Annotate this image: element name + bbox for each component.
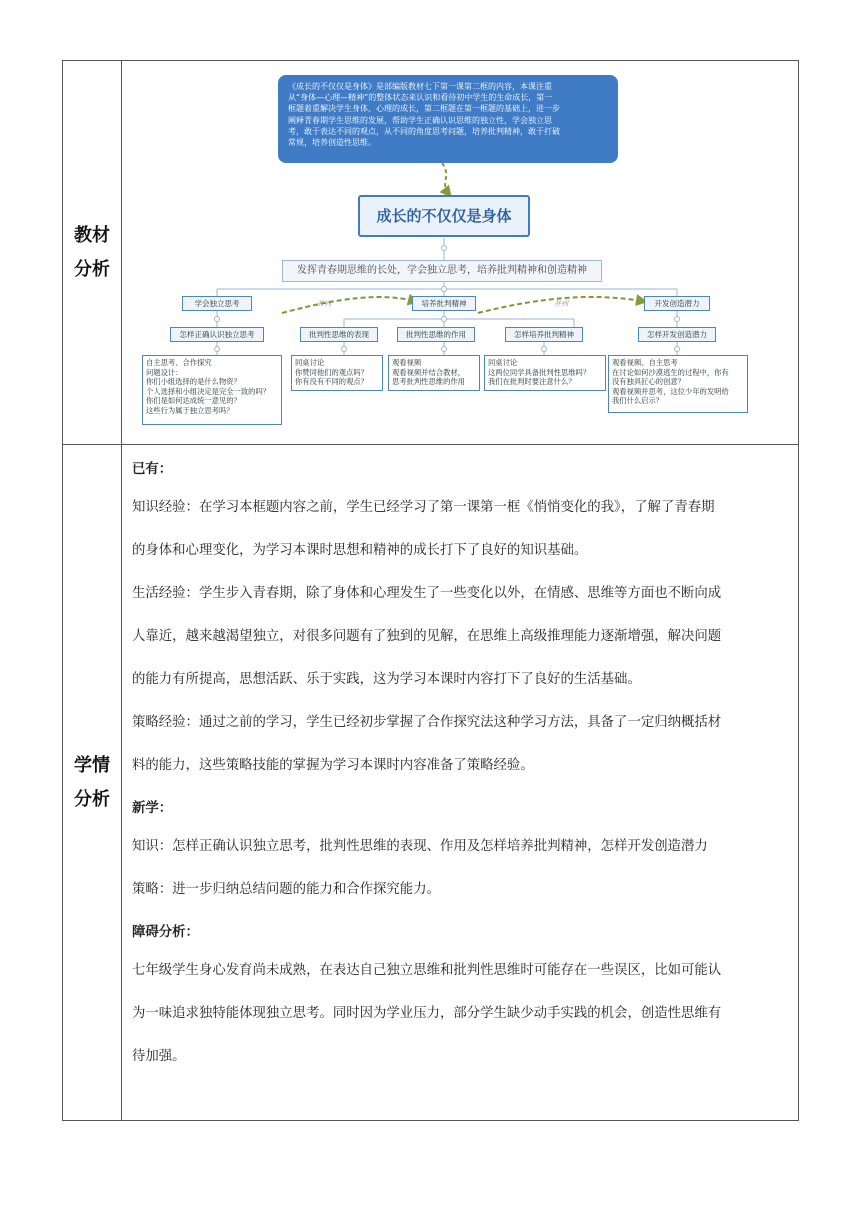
leaf-line: 没有独具匠心的创意？ bbox=[612, 377, 685, 387]
text-line: 策略：进一步归纳总结问题的能力和合作探究能力。 bbox=[132, 882, 440, 897]
leaf-line: 你们小组选择的是什么物资？ bbox=[146, 377, 241, 387]
mind-map bbox=[122, 61, 798, 444]
intro-box bbox=[278, 75, 618, 163]
text-line: 人靠近，越来越渴望独立，对很多问题有了独到的见解，在思维上高级推理能力逐渐增强，解决问题 bbox=[132, 629, 722, 644]
student-analysis-cell bbox=[122, 445, 799, 1121]
heading-obstacle: 障碍分析： bbox=[132, 925, 199, 940]
lesson-analysis-table bbox=[62, 60, 799, 1121]
level2-node: 怎样正确认识独立思考 bbox=[170, 327, 264, 342]
textbook-analysis-cell bbox=[122, 61, 799, 445]
leaf-line: 我们什么启示？ bbox=[612, 396, 664, 406]
intro-line: 考，敢于表达不同的观点，从不同的角度思考问题，培养批判精神，敢于打破 bbox=[288, 126, 560, 136]
intro-line: 常规，培养创造性思维。 bbox=[288, 138, 376, 148]
leaf-line: 你赞同他们的观点吗？ bbox=[295, 367, 368, 377]
row-label-textbook bbox=[63, 61, 122, 445]
row-label-line: 分析 bbox=[74, 788, 110, 810]
level2-node: 怎样开发创造潜力 bbox=[638, 327, 716, 342]
text-line: 的身体和心理变化，为学习本课时思想和精神的成长打下了良好的知识基础。 bbox=[132, 543, 588, 558]
text-line: 生活经验：学生步入青春期，除了身体和心理发生了一些变化以外，在情感、思维等方面也不断向成 bbox=[132, 586, 722, 601]
intro-line: 阐释青春期学生思维的发展，帮助学生正确认识思维的独立性，学会独立思 bbox=[288, 115, 552, 125]
relation-label: 并列 bbox=[317, 300, 331, 308]
text-line: 策略经验：通过之前的学习，学生已经初步掌握了合作探究法这种学习方法，具备了一定归纳概括材 bbox=[132, 715, 722, 730]
leaf-line: 你有没有不同的观点？ bbox=[295, 377, 368, 387]
leaf-line: 这两位同学具备批判性思维吗？ bbox=[488, 367, 591, 377]
level1-node: 培养批判精神 bbox=[412, 296, 476, 311]
text-line: 为一味追求独特能体现独立思考。同时因为学业压力，部分学生缺少动手实践的机会，创造性思维有 bbox=[132, 1006, 722, 1021]
intro-arrow bbox=[442, 163, 448, 193]
leaf-line: 这些行为属于独立思考吗？ bbox=[146, 405, 234, 415]
leaf-line: 观看视频、自主思考 bbox=[612, 358, 678, 367]
relation-label: 并列 bbox=[554, 300, 568, 308]
level1-node: 学会独立思考 bbox=[182, 296, 252, 311]
intro-line: 框题着重解决学生身体、心理的成长，第二框题在第一框题的基础上，进一步 bbox=[288, 104, 560, 114]
leaf-line: 问题设计： bbox=[146, 367, 183, 377]
mind-map-subtitle: 发挥青春期思维的长处，学会独立思考，培养批判精神和创造精神 bbox=[282, 260, 602, 282]
heading-new: 新学： bbox=[132, 801, 173, 816]
leaf-line: 观看视频并思考，这位少年的发明给 bbox=[612, 386, 729, 396]
text-line: 的能力有所提高，思想活跃、乐于实践，这为学习本课时内容打下了良好的生活基础。 bbox=[132, 672, 641, 687]
new-knowledge bbox=[132, 836, 789, 858]
relation-curve bbox=[282, 297, 414, 313]
row-label-student bbox=[63, 445, 122, 1121]
leaf-line: 个人选择和小组决定是完全一致的吗？ bbox=[146, 386, 271, 396]
leaf-line: 观看视频 bbox=[392, 358, 422, 367]
text-line: 待加强。 bbox=[132, 1049, 186, 1064]
intro-line: 从“身体—心理—精神”的整体状态来认识和看待初中学生的生命成长，第一 bbox=[288, 93, 553, 103]
leaf-node bbox=[484, 355, 606, 391]
obstacle-analysis bbox=[132, 960, 789, 1068]
leaf-line: 你们是如何达成统一意见的？ bbox=[146, 396, 241, 406]
mind-map-title: 成长的不仅仅是身体 bbox=[358, 195, 530, 237]
student-analysis-row bbox=[63, 445, 799, 1121]
intro-line: 《成长的不仅仅是身体》是部编版教材七下第一课第二框的内容，本课注重 bbox=[288, 82, 552, 91]
leaf-node bbox=[608, 355, 748, 413]
leaf-line: 同桌讨论 bbox=[488, 358, 518, 367]
level2-node: 批判性思维的作用 bbox=[397, 327, 475, 342]
strategy-experience bbox=[132, 712, 789, 777]
text-line: 知识：怎样正确认识独立思考，批判性思维的表现、作用及怎样培养批判精神，怎样开发创造潜力 bbox=[132, 839, 708, 854]
level2-node: 怎样培养批判精神 bbox=[505, 327, 583, 342]
heading-existing: 已有： bbox=[132, 462, 173, 477]
leaf-line: 同桌讨论 bbox=[295, 358, 325, 367]
text-line: 料的能力，这些策略技能的掌握为学习本课时内容准备了策略经验。 bbox=[132, 758, 534, 773]
leaf-node bbox=[388, 355, 480, 391]
leaf-line: 思考批判性思维的作用 bbox=[392, 377, 465, 387]
leaf-node bbox=[142, 355, 282, 425]
level1-node: 开发创造潜力 bbox=[644, 296, 710, 311]
text-line: 知识经验：在学习本框题内容之前，学生已经学习了第一课第一框《悄悄变化的我》，了解了青春期 bbox=[132, 500, 715, 515]
leaf-line: 在讨论如何沙漠逃生的过程中，你有 bbox=[612, 367, 729, 377]
leaf-node bbox=[291, 355, 383, 391]
level2-node: 批判性思维的表现 bbox=[300, 327, 378, 342]
row-label-line: 学情 bbox=[74, 754, 110, 776]
new-strategy bbox=[132, 879, 789, 901]
leaf-line: 观看视频并结合教材， bbox=[392, 367, 465, 377]
row-label-line: 教材 bbox=[74, 224, 110, 246]
row-label-line: 分析 bbox=[74, 258, 110, 280]
life-experience bbox=[132, 583, 789, 691]
leaf-line: 自主思考、合作探究 bbox=[146, 358, 212, 367]
text-line: 七年级学生身心发育尚未成熟，在表达自己独立思维和批判性思维时可能存在一些误区，比如可能认 bbox=[132, 963, 722, 978]
leaf-line: 我们在批判时要注意什么？ bbox=[488, 377, 576, 387]
textbook-analysis-row bbox=[63, 61, 799, 445]
knowledge-experience bbox=[132, 497, 789, 562]
